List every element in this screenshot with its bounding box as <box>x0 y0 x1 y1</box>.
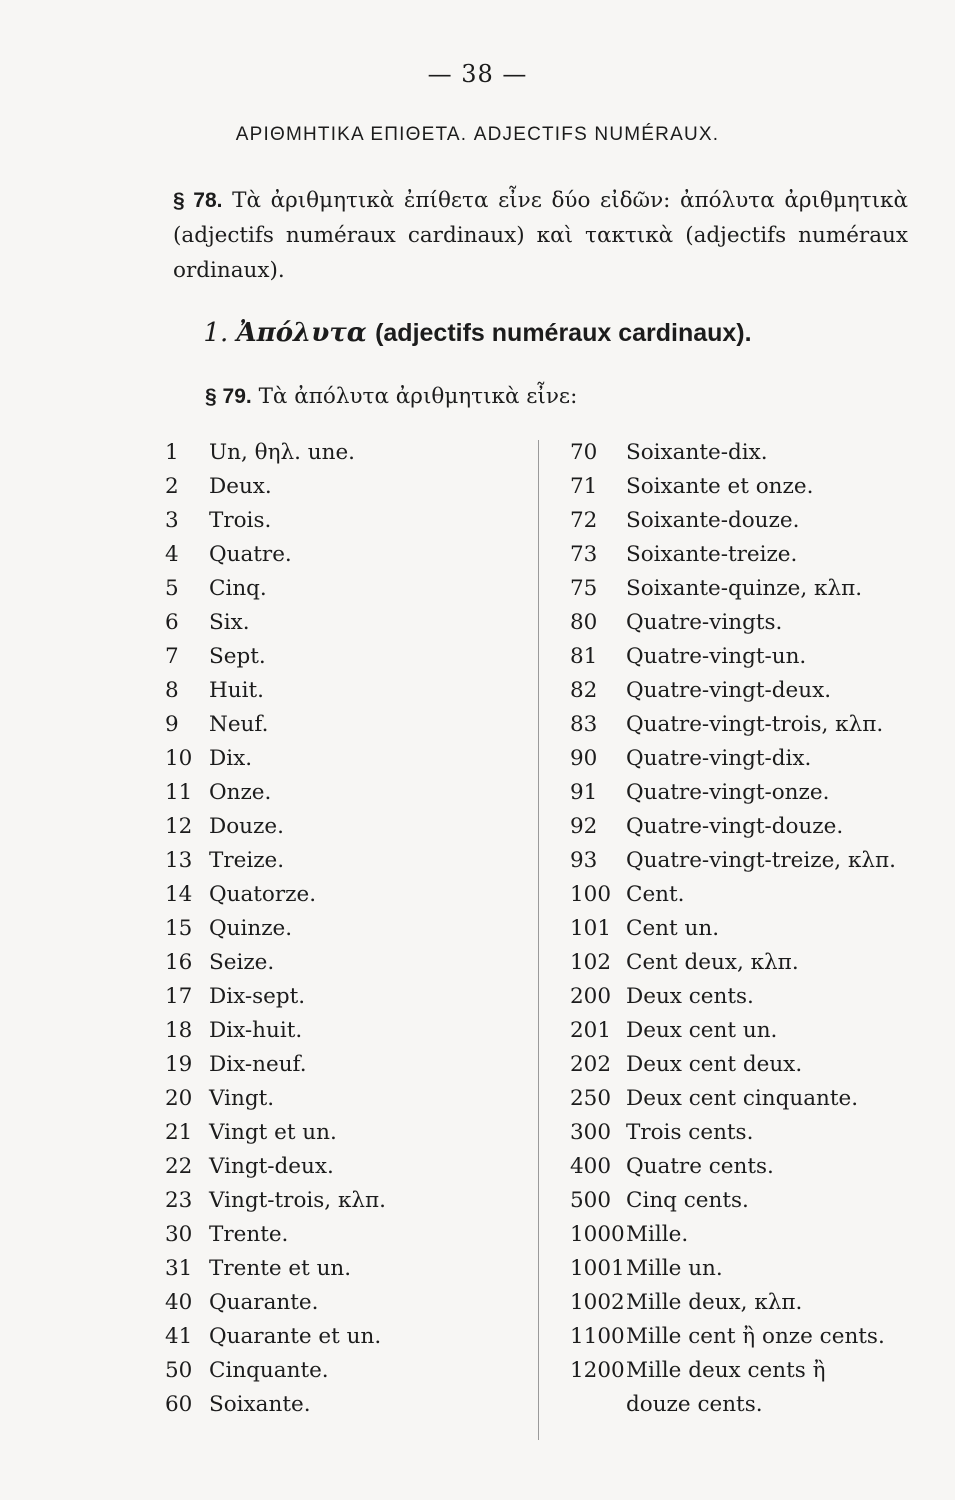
number-word: Soixante et onze. <box>626 474 814 499</box>
number-digits: 75 <box>570 576 598 601</box>
number-word: Quatre-vingt-onze. <box>626 780 830 805</box>
number-word: Vingt et un. <box>209 1120 337 1145</box>
number-entry <box>165 640 530 674</box>
number-digits: 21 <box>165 1120 193 1145</box>
number-entry <box>165 1320 530 1354</box>
number-word: Soixante-treize. <box>626 542 798 567</box>
number-word: Cinquante. <box>209 1358 329 1383</box>
section-79-intro <box>205 384 577 409</box>
number-word: Neuf. <box>209 712 269 737</box>
number-digits: 1 <box>165 440 179 465</box>
number-digits: 15 <box>165 916 193 941</box>
number-word: Cinq. <box>209 576 267 601</box>
number-entry <box>570 1388 920 1422</box>
number-digits: 80 <box>570 610 598 635</box>
number-digits: 202 <box>570 1052 612 1077</box>
number-word: Quatre-vingt-trois, κλπ. <box>626 712 884 737</box>
number-digits: 300 <box>570 1120 612 1145</box>
number-digits: 1100 <box>570 1324 625 1349</box>
number-digits: 82 <box>570 678 598 703</box>
number-digits: 5 <box>165 576 179 601</box>
number-entry <box>165 504 530 538</box>
number-word: Deux cent un. <box>626 1018 778 1043</box>
number-entry <box>570 980 920 1014</box>
number-digits: 1200 <box>570 1358 625 1383</box>
number-word: Quatorze. <box>209 882 317 907</box>
number-word: Quatre-vingt-treize, κλπ. <box>626 848 896 873</box>
number-word: Vingt-trois, κλπ. <box>209 1188 387 1213</box>
number-digits: 4 <box>165 542 179 567</box>
number-digits: 18 <box>165 1018 193 1043</box>
number-digits: 23 <box>165 1188 193 1213</box>
number-digits: 19 <box>165 1052 193 1077</box>
number-entry <box>570 844 920 878</box>
number-word: Soixante. <box>209 1392 311 1417</box>
number-digits: 250 <box>570 1086 612 1111</box>
number-entry <box>165 1354 530 1388</box>
number-digits: 73 <box>570 542 598 567</box>
number-digits: 12 <box>165 814 193 839</box>
number-digits: 41 <box>165 1324 193 1349</box>
number-digits: 17 <box>165 984 193 1009</box>
number-entry <box>165 946 530 980</box>
number-word: Quatre-vingt-douze. <box>626 814 844 839</box>
number-digits: 30 <box>165 1222 193 1247</box>
section-number: § 79. <box>205 385 252 408</box>
section-78-paragraph <box>173 183 908 288</box>
number-digits <box>570 1388 626 1422</box>
number-word: Douze. <box>209 814 284 839</box>
number-word: Quatre-vingts. <box>626 610 783 635</box>
number-word: Cent un. <box>626 916 720 941</box>
number-entry <box>570 572 920 606</box>
page-number: — 38 — <box>427 60 528 88</box>
number-entry <box>165 1388 530 1422</box>
number-entry <box>165 810 530 844</box>
number-digits: 9 <box>165 712 179 737</box>
number-word: Soixante-douze. <box>626 508 800 533</box>
number-entry <box>165 674 530 708</box>
number-entry <box>165 572 530 606</box>
number-entry <box>570 810 920 844</box>
number-word: Quatre-vingt-dix. <box>626 746 812 771</box>
number-entry <box>570 878 920 912</box>
number-entry <box>570 1014 920 1048</box>
number-entry <box>570 606 920 640</box>
number-digits: 8 <box>165 678 179 703</box>
number-digits: 200 <box>570 984 612 1009</box>
number-entry <box>570 742 920 776</box>
numbers-right-column <box>570 436 920 1422</box>
number-word: Dix. <box>209 746 253 771</box>
number-digits: 50 <box>165 1358 193 1383</box>
number-entry <box>165 470 530 504</box>
number-entry <box>165 1082 530 1116</box>
number-digits: 31 <box>165 1256 193 1281</box>
number-word: douze cents. <box>626 1392 763 1417</box>
number-word: Soixante-quinze, κλπ. <box>626 576 863 601</box>
number-entry <box>570 1320 920 1354</box>
number-word: Mille un. <box>626 1256 723 1281</box>
number-entry <box>570 1184 920 1218</box>
number-word: Cent. <box>626 882 685 907</box>
number-word: Deux cent cinquante. <box>626 1086 859 1111</box>
number-word: Dix-sept. <box>209 984 306 1009</box>
number-digits: 40 <box>165 1290 193 1315</box>
number-entry <box>570 640 920 674</box>
number-word: Quarante et un. <box>209 1324 382 1349</box>
number-word: Deux. <box>209 474 272 499</box>
number-digits: 81 <box>570 644 598 669</box>
number-word: Quarante. <box>209 1290 319 1315</box>
number-digits: 400 <box>570 1154 612 1179</box>
subsection-french-title: (adjectifs numéraux cardinaux). <box>375 319 752 347</box>
subsection-title <box>0 318 955 348</box>
number-word: Huit. <box>209 678 264 703</box>
number-word: Cinq cents. <box>626 1188 749 1213</box>
number-word: Mille. <box>626 1222 689 1247</box>
number-word: Trois cents. <box>626 1120 754 1145</box>
section-text: Τὰ ἀπόλυτα ἀριθμητικὰ εἶνε: <box>258 384 578 409</box>
number-entry <box>570 674 920 708</box>
number-entry <box>165 912 530 946</box>
number-digits: 83 <box>570 712 598 737</box>
number-word: Soixante-dix. <box>626 440 768 465</box>
number-entry <box>165 436 530 470</box>
number-digits: 1001 <box>570 1256 625 1281</box>
number-entry <box>165 878 530 912</box>
number-entry <box>165 708 530 742</box>
number-entry <box>165 1014 530 1048</box>
number-entry <box>570 538 920 572</box>
column-divider <box>538 440 539 1440</box>
number-word: Six. <box>209 610 250 635</box>
number-digits: 100 <box>570 882 612 907</box>
number-digits: 91 <box>570 780 598 805</box>
number-entry <box>165 776 530 810</box>
number-word: Trente et un. <box>209 1256 352 1281</box>
number-word: Dix-neuf. <box>209 1052 307 1077</box>
number-word: Quatre. <box>209 542 292 567</box>
number-entry <box>570 1354 920 1388</box>
number-word: Deux cent deux. <box>626 1052 803 1077</box>
number-word: Vingt-deux. <box>209 1154 334 1179</box>
number-entry <box>570 708 920 742</box>
number-digits: 90 <box>570 746 598 771</box>
number-digits: 10 <box>165 746 193 771</box>
number-entry <box>570 436 920 470</box>
number-entry <box>165 1116 530 1150</box>
number-digits: 201 <box>570 1018 612 1043</box>
number-digits: 22 <box>165 1154 193 1179</box>
number-entry <box>570 912 920 946</box>
number-entry <box>165 538 530 572</box>
number-digits: 2 <box>165 474 179 499</box>
number-word: Seize. <box>209 950 275 975</box>
number-word: Quatre-vingt-un. <box>626 644 807 669</box>
number-digits: 500 <box>570 1188 612 1213</box>
number-entry <box>165 844 530 878</box>
number-word: Vingt. <box>209 1086 275 1111</box>
number-entry <box>165 1184 530 1218</box>
number-digits: 6 <box>165 610 179 635</box>
number-entry <box>165 1218 530 1252</box>
number-word: Sept. <box>209 644 266 669</box>
number-entry <box>570 1150 920 1184</box>
number-entry <box>165 980 530 1014</box>
number-digits: 92 <box>570 814 598 839</box>
number-word: Onze. <box>209 780 272 805</box>
number-digits: 14 <box>165 882 193 907</box>
number-word: Quinze. <box>209 916 293 941</box>
number-word: Trois. <box>209 508 272 533</box>
number-digits: 101 <box>570 916 612 941</box>
number-word: Dix-huit. <box>209 1018 303 1043</box>
numbers-left-column <box>165 436 530 1422</box>
number-word: Treize. <box>209 848 285 873</box>
number-entry <box>165 742 530 776</box>
number-entry <box>570 1252 920 1286</box>
section-number: § 78. <box>173 189 223 212</box>
subsection-greek-title: Ἀπόλυτα <box>236 318 367 348</box>
number-word: Un, θηλ. une. <box>209 440 356 465</box>
number-word: Cent deux, κλπ. <box>626 950 799 975</box>
chapter-heading: ΑΡΙΘΜΗΤΙΚΑ ΕΠΙΘΕΤΑ. ADJECTIFS NUMÉRAUX. <box>235 124 720 145</box>
number-digits: 72 <box>570 508 598 533</box>
number-word: Trente. <box>209 1222 289 1247</box>
number-digits: 11 <box>165 780 193 805</box>
number-digits: 102 <box>570 950 612 975</box>
number-digits: 60 <box>165 1392 193 1417</box>
number-digits: 3 <box>165 508 179 533</box>
section-text: Τὰ ἀριθμητικὰ ἐπίθετα εἶνε δύο εἰδῶν: ἀπόλυτα ἀριθμητικὰ (adjectifs numéraux cardinaux) καὶ τακτικὰ (adjectifs numéraux ordinaux). <box>173 188 909 283</box>
number-digits: 20 <box>165 1086 193 1111</box>
number-entry <box>570 1116 920 1150</box>
number-digits: 1000 <box>570 1222 625 1247</box>
number-entry <box>570 946 920 980</box>
number-digits: 71 <box>570 474 598 499</box>
number-word: Deux cents. <box>626 984 754 1009</box>
number-digits: 7 <box>165 644 179 669</box>
number-entry <box>570 1286 920 1320</box>
number-word: Quatre-vingt-deux. <box>626 678 832 703</box>
number-digits: 70 <box>570 440 598 465</box>
number-digits: 93 <box>570 848 598 873</box>
number-word: Mille deux, κλπ. <box>626 1290 803 1315</box>
number-word: Mille cent ἢ onze cents. <box>626 1324 885 1349</box>
subsection-number: 1. <box>203 318 229 348</box>
number-entry <box>165 606 530 640</box>
number-entry <box>165 1048 530 1082</box>
number-digits: 1002 <box>570 1290 625 1315</box>
number-entry <box>570 504 920 538</box>
number-entry <box>570 776 920 810</box>
number-entry <box>570 470 920 504</box>
number-entry <box>165 1252 530 1286</box>
number-digits: 16 <box>165 950 193 975</box>
number-entry <box>570 1082 920 1116</box>
number-entry <box>570 1048 920 1082</box>
number-word: Mille deux cents ἢ <box>626 1358 826 1383</box>
number-digits: 13 <box>165 848 193 873</box>
number-entry <box>165 1286 530 1320</box>
number-entry <box>165 1150 530 1184</box>
number-entry <box>570 1218 920 1252</box>
number-word: Quatre cents. <box>626 1154 774 1179</box>
